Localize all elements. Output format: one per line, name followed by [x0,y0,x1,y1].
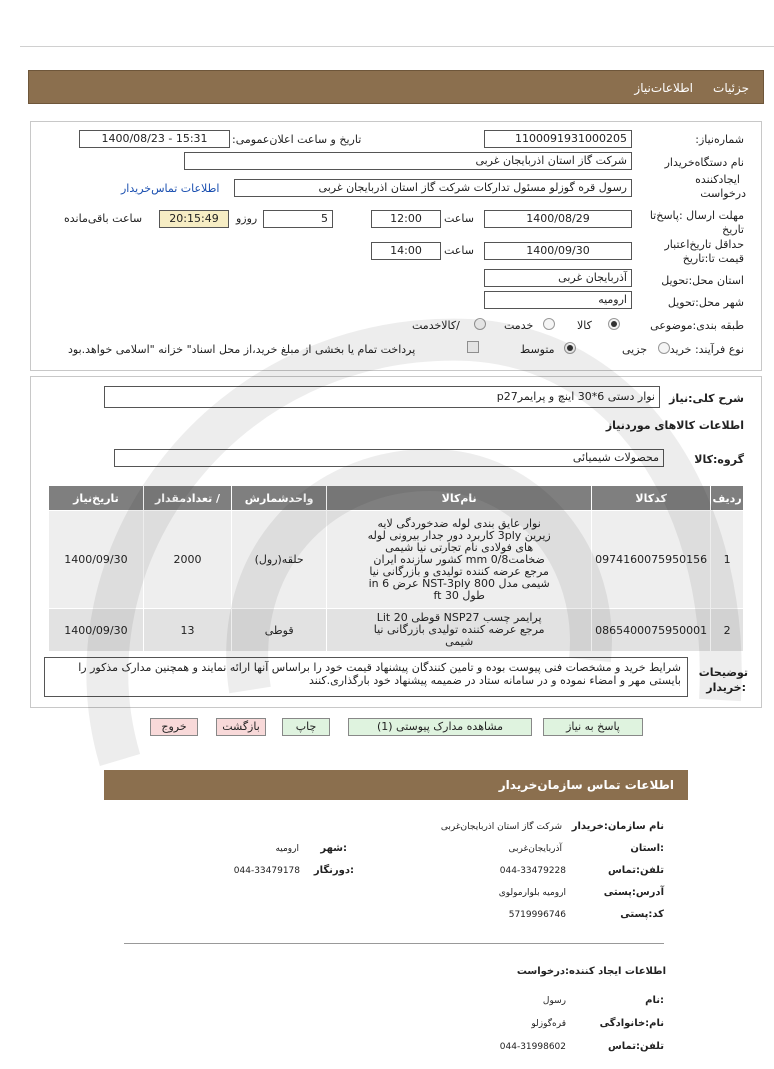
phone-value: 044-33479228 [499,866,566,876]
buyer-contact-link[interactable]: اطلاعات تماس‌خریدار [121,182,220,195]
remaining-time-label: ساعت باقی‌مانده [64,212,143,225]
cell-code: 0865400075950001 [592,609,711,652]
col-quantity: / تعدادمقدار [143,486,231,511]
postal-code-value: 5719996746 [508,910,566,920]
process-type-label: نوع فرآیند: خرید [669,343,744,356]
buyer-contact-title: اطلاعات تماس سازمان‌خریدار [498,778,674,792]
category-service-radio[interactable] [543,318,555,330]
print-button[interactable]: چاپ [282,718,330,736]
col-need-date: تاریخ‌نیاز [49,486,144,511]
fax-label: :دورنگار [313,865,354,876]
deadline-label-2: تاریخ [722,223,744,236]
summary-field: نوار دستی 6*30 اینچ و پرایمرp27 [104,386,660,408]
city-value: ارومیه [275,844,299,854]
delivery-city-field: ارومیه [484,291,632,309]
announce-date-field: 1400/08/23 - 15:31 [79,130,230,148]
deadline-label: مهلت ارسال :پاسخ‌تا [649,209,744,222]
creator-family-value: قره‌گوزلو [531,1019,566,1029]
need-number-field: 1100091931000205 [484,130,632,148]
buyer-contact-header [104,770,688,800]
delivery-city-label: شهر محل:تحویل [667,296,744,309]
cell-name: نوار عایق بندی لوله ضدخوردگی لایه زیرین 3ply کاربرد دور جدار بیرونی لوله های فولادی نام تجارتی نیا شیمی ضخامت0/8 mm کشور سازنده ایران مرجع عرضه کننده تولیدی و بازرگانی نیا شیمی مدل NST-3ply 800 عرض 6 in طول 30 ft [327,511,592,609]
deadline-hour-label: ساعت [444,212,474,225]
creator-family-label: نام:خانوادگی [599,1018,664,1029]
creator-info-title: اطلاعات ایجاد کننده:درخواست [516,966,666,977]
treasury-payment-note: پرداخت تمام یا بخشی از مبلغ خرید،از محل اسناد" خزانه "اسلامی خواهد.بود [68,343,416,356]
city-label: :شهر [320,843,347,854]
creator-phone-value: 044-31998602 [499,1042,566,1052]
goods-group-field: محصولات شیمیائی [114,449,664,467]
reply-button[interactable]: پاسخ به نیاز [543,718,643,736]
cell-unit: قوطی [232,609,327,652]
table-row [49,609,744,652]
cell-name: پرایمر چسب NSP27 قوطی 20 Lit مرجع عرضه کننده تولیدی بازرگانی نیا شیمی [327,609,592,652]
delivery-province-field: آذربایجان غربی [484,269,632,287]
notes-label: توضیحات [698,666,748,679]
deadline-date-field: 1400/08/29 [484,210,632,228]
col-name: نام‌کالا [327,486,592,511]
top-divider [20,46,774,47]
col-unit: واحدشمارش [232,486,327,511]
goods-info-title: اطلاعات کالاهای موردنیاز [605,419,744,432]
creator-label: ایجادکننده [695,173,740,186]
creator-phone-label: تلفن:تماس [607,1041,664,1052]
treasury-payment-checkbox[interactable] [467,341,479,353]
validity-time-field: 14:00 [371,242,441,260]
back-button[interactable]: بازگشت [216,718,266,736]
process-partial-radio[interactable] [658,342,670,354]
tab-details[interactable]: جزئیات [713,81,749,95]
creator-name-value: رسول [542,996,566,1006]
process-medium-radio[interactable] [564,342,576,354]
table-row [49,511,744,609]
category-label: طبقه بندی:موضوعی [650,319,744,332]
exit-button[interactable]: خروج [150,718,198,736]
phone-label: تلفن:تماس [607,865,664,876]
fax-value: 044-33479178 [233,866,300,876]
view-attachments-button[interactable]: مشاهده مدارک پیوستی (1) [348,718,532,736]
org-name-value: شرکت گاز استان اذربایجان‌غربی [440,822,562,832]
process-partial-label: جزیی [622,343,648,356]
address-value: ارومیه بلوارمولوی [498,888,566,898]
creator-label-2: درخواست [700,187,746,200]
cell-quantity: 13 [143,609,231,652]
tab-bar [28,70,764,104]
days-label: روزو [236,212,258,225]
category-goods-service-radio[interactable] [474,318,486,330]
category-goods-service-label: /کالاخدمت [412,319,460,332]
validity-label-2: قیمت تا:تاریخ [682,252,744,265]
cell-need-date: 1400/09/30 [49,609,144,652]
notes-field: شرایط خرید و مشخصات فنی پیوست بوده و تامین کنندگان پیشنهاد قیمت خود را براساس آنها ارائه نمایند و همچنین مدارک مذکور را بایستی مهر و امضاء نموده و در سامانه ستاد در ضمیمه پیشنهاد خود بارگذاری.کنند [44,657,688,697]
col-row: ردیف [711,486,744,511]
buyer-org-label: نام دستگاه‌خریدار [664,156,744,169]
creator-name-label: :نام [645,995,664,1006]
province-label: :استان [630,843,664,854]
section-divider [124,943,664,944]
goods-group-label: گروه:کالا [694,453,744,466]
cell-row: 1 [711,511,744,609]
tab-need-info[interactable]: اطلاعات‌نیاز [634,81,693,95]
org-name-label: نام سازمان:خریدار [571,821,664,832]
announce-date-label: تاریخ و ساعت اعلان‌عمومی: [232,133,362,146]
goods-table [48,485,744,652]
validity-label: حداقل تاریخ‌اعتبار [664,238,744,251]
address-label: آدرس:پستی [603,887,664,898]
summary-label: شرح کلی:نیاز [669,392,744,405]
delivery-province-label: استان محل:تحویل [661,274,744,287]
col-code: کدکالا [592,486,711,511]
cell-row: 2 [711,609,744,652]
category-goods-label: کالا [577,319,592,332]
category-goods-radio[interactable] [608,318,620,330]
province-value: آذربایجان‌غربی [508,844,562,854]
validity-hour-label: ساعت [444,244,474,257]
process-medium-label: متوسط [520,343,555,356]
days-remaining-field: 5 [263,210,333,228]
category-service-label: خدمت [504,319,534,332]
cell-need-date: 1400/09/30 [49,511,144,609]
validity-date-field: 1400/09/30 [484,242,632,260]
table-header-row [49,486,744,511]
creator-field: رسول قره گوزلو مسئول تدارکات شرکت گاز استان اذربایجان غربی [234,179,632,197]
remaining-time-field: 20:15:49 [159,210,229,228]
cell-unit: حلقه(رول) [232,511,327,609]
need-number-label: شماره‌نیاز: [695,133,744,146]
deadline-time-field: 12:00 [371,210,441,228]
cell-code: 0974160075950156 [592,511,711,609]
notes-label-2: :خریدار [706,681,746,694]
cell-quantity: 2000 [143,511,231,609]
buyer-org-field: شرکت گاز استان اذربایجان غربی [184,152,632,170]
postal-code-label: کد:پستی [620,909,664,920]
